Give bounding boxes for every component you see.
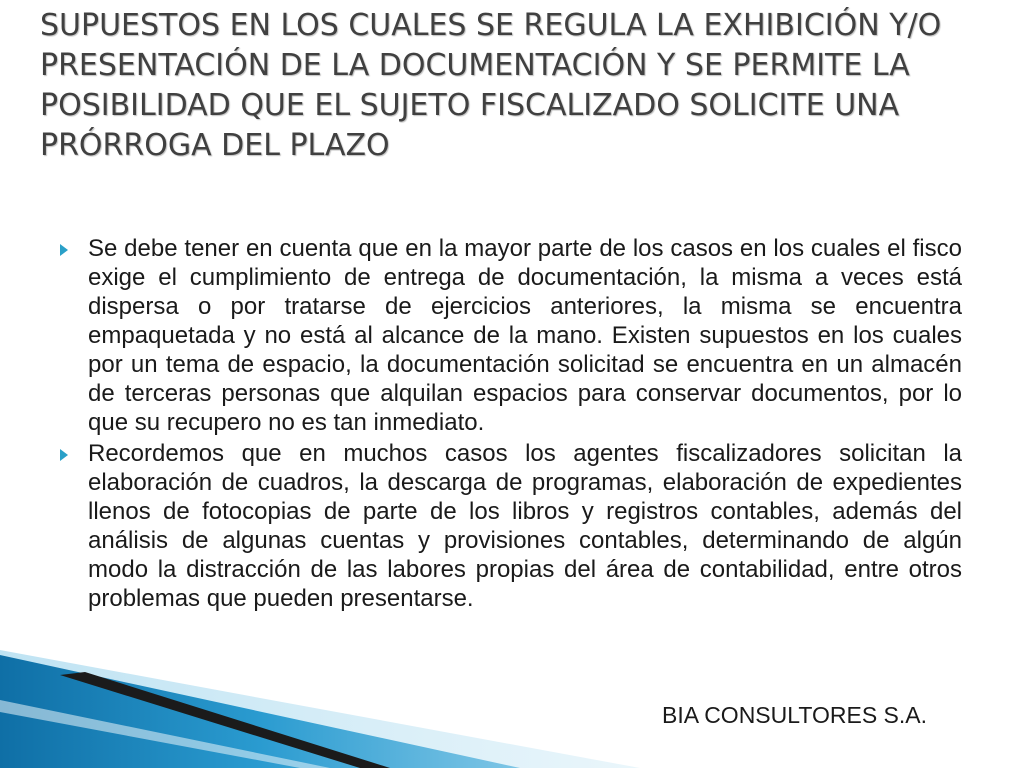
triangle-bullet-icon: [60, 244, 68, 256]
slide-title: SUPUESTOS EN LOS CUALES SE REGULA LA EXHIBICIÓN Y/O PRESENTACIÓN DE LA DOCUMENTACIÓN Y SE PERMITE LA POSIBILIDAD QUE EL SUJETO FISCALIZADO SOLICITE UNA PRÓRROGA DEL PLAZO: [40, 8, 942, 163]
bullet-list: [56, 234, 962, 615]
list-item: [56, 439, 962, 613]
triangle-bullet-icon: [60, 449, 68, 461]
bullet-text: Recordemos que en muchos casos los agentes fiscalizadores solicitan la elaboración de cuadros, la descarga de programas, elaboración de expedientes llenos de fotocopias de parte de los libros y registros contables, además del análisis de algunas cuentas y provisiones contables, determinando de algún modo la distracción de las labores propias del área de contabilidad, entre otros problemas que pueden presentarse.: [88, 440, 962, 612]
light-blue-stripe: [0, 650, 640, 768]
bullet-text: Se debe tener en cuenta que en la mayor parte de los casos en los cuales el fisco exige el cumplimiento de entrega de documentación, la misma a veces está dispersa o por tratarse de ejercicios anteriores, la misma se encuentra empaquetada y no está al alcance de la mano. Existen supuestos en los cuales por un tema de espacio, la documentación solicitad se encuentra en un almacén de terceras personas que alquilan espacios para conservar documentos, por lo que su recupero no es tan inmediato.: [88, 235, 962, 436]
list-item: [56, 234, 962, 437]
white-thin-stripe: [0, 700, 330, 768]
blue-stripe: [0, 655, 520, 768]
footer-credit: BIA CONSULTORES S.A.: [662, 702, 928, 728]
dark-stripe: [60, 672, 390, 768]
